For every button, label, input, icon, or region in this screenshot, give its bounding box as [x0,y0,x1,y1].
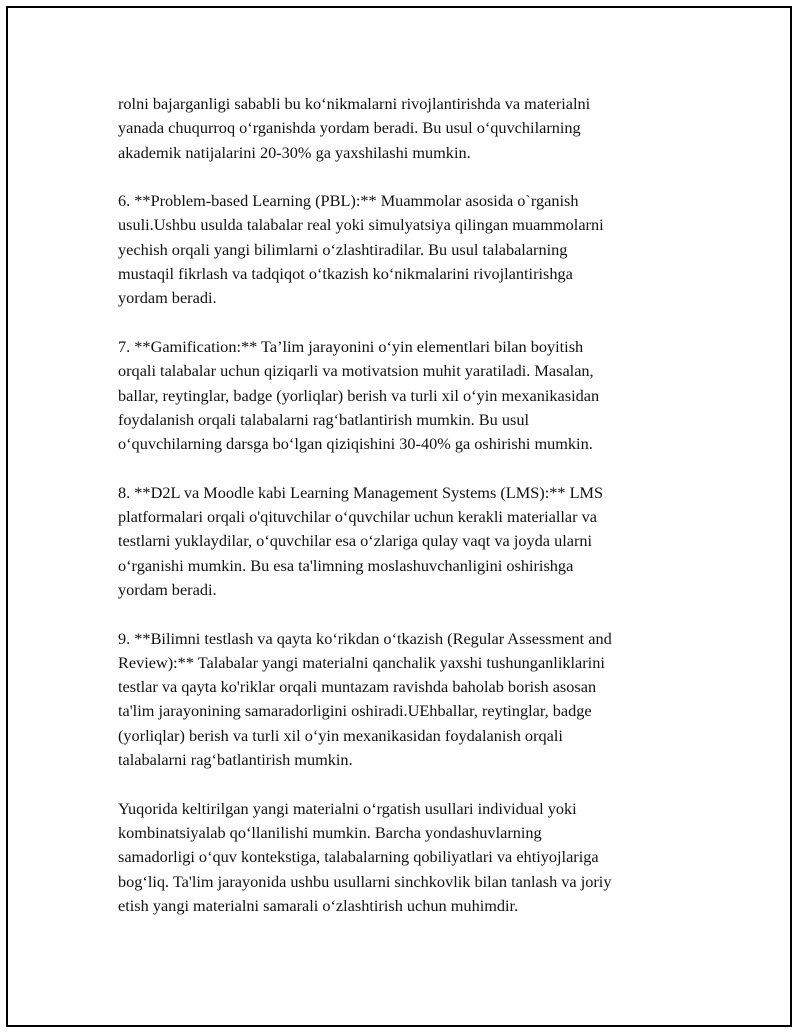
text-line: Yuqorida keltirilgan yangi materialni o‘rgatish usullari individual yoki [118,798,577,818]
text-line: yordam beradi. [118,579,217,599]
text-line: orqali talabalar uchun qiziqarli va motivatsion muhit yaratiladi. Masalan, [118,361,594,381]
text-line: etish yangi materialni samarali o‘zlashtirish uchun muhimdir. [118,895,519,915]
text-line: yechish orqali yangi bilimlarni o‘zlashtiradilar. Bu usul talabalarning [118,239,568,259]
text-line: ta'lim jarayonining samaradorligini oshiradi.UEhballar, reytinglar, badge [118,701,592,721]
text-line: 9. **Bilimni testlash va qayta ko‘rikdan o‘tkazish (Regular Assessment and [118,628,612,648]
text-line: usuli.Ushbu usulda talabalar real yoki simulyatsiya qilingan muammolarni [118,215,604,235]
text-line: o‘quvchilarning darsga bo‘lgan qiziqishini 30-40% ga oshirishi mumkin. [118,434,593,454]
paragraph-conclusion [118,797,688,918]
text-line: o‘rganishi mumkin. Bu esa ta'limning moslashuvchanligini oshirishga [118,555,574,575]
text-line: platformalari orqali o'qituvchilar o‘quvchilar uchun kerakli materiallar va [118,507,597,527]
text-line: mustaqil fikrlash va tadqiqot o‘tkazish ko‘nikmalarini rivojlantirishga [118,264,573,284]
text-line: rolni bajarganligi sababli bu ko‘nikmalarni rivojlantirishda va materialni [118,94,591,113]
paragraph-item-6-pbl [118,189,688,310]
text-line: yanada chuqurroq o‘rganishda yordam beradi. Bu usul o‘quvchilarning [118,118,581,138]
text-line: 7. **Gamification:** Ta’lim jarayonini o‘yin elementlari bilan boyitish [118,336,584,356]
text-line: (yorliqlar) berish va turli xil o‘yin mexanikasidan foydalanish orqali [118,725,563,745]
text-line: ballar, reytinglar, badge (yorliqlar) berish va turli xil o‘yin mexanikasidan [118,385,600,405]
text-line: 8. **D2L va Moodle kabi Learning Management Systems (LMS):** LMS [118,482,604,502]
text-line: testlarni yuklaydilar, o‘quvchilar esa o‘zlariga qulay vaqt va joyda ularni [118,531,593,551]
paragraph-intro-continuation [118,92,688,165]
paragraph-item-9-assessment [118,627,688,773]
text-line: Review):** Talabalar yangi materialni qanchalik yaxshi tushunganliklarini [118,652,605,672]
document-body [118,92,688,942]
text-line: bog‘liq. Ta'lim jarayonida ushbu usullarni sinchkovlik bilan tanlash va joriy [118,871,612,891]
text-line: 6. **Problem-based Learning (PBL):** Muammolar asosida o`rganish [118,191,579,211]
text-line: samadorligi o‘quv kontekstiga, talabalarning qobiliyatlari va ehtiyojlariga [118,847,599,867]
paragraph-item-8-lms [118,481,688,602]
text-line: akademik natijalarini 20-30% ga yaxshilashi mumkin. [118,142,471,162]
text-line: yordam beradi. [118,288,217,308]
text-line: talabalarni rag‘batlantirish mumkin. [118,750,353,770]
text-line: kombinatsiyalab qo‘llanilishi mumkin. Barcha yondashuvlarning [118,822,542,842]
text-line: testlar va qayta ko'riklar orqali muntazam ravishda baholab borish asosan [118,677,597,697]
text-line: foydalanish orqali talabalarni rag‘batlantirish mumkin. Bu usul [118,409,530,429]
paragraph-item-7-gamification [118,335,688,456]
